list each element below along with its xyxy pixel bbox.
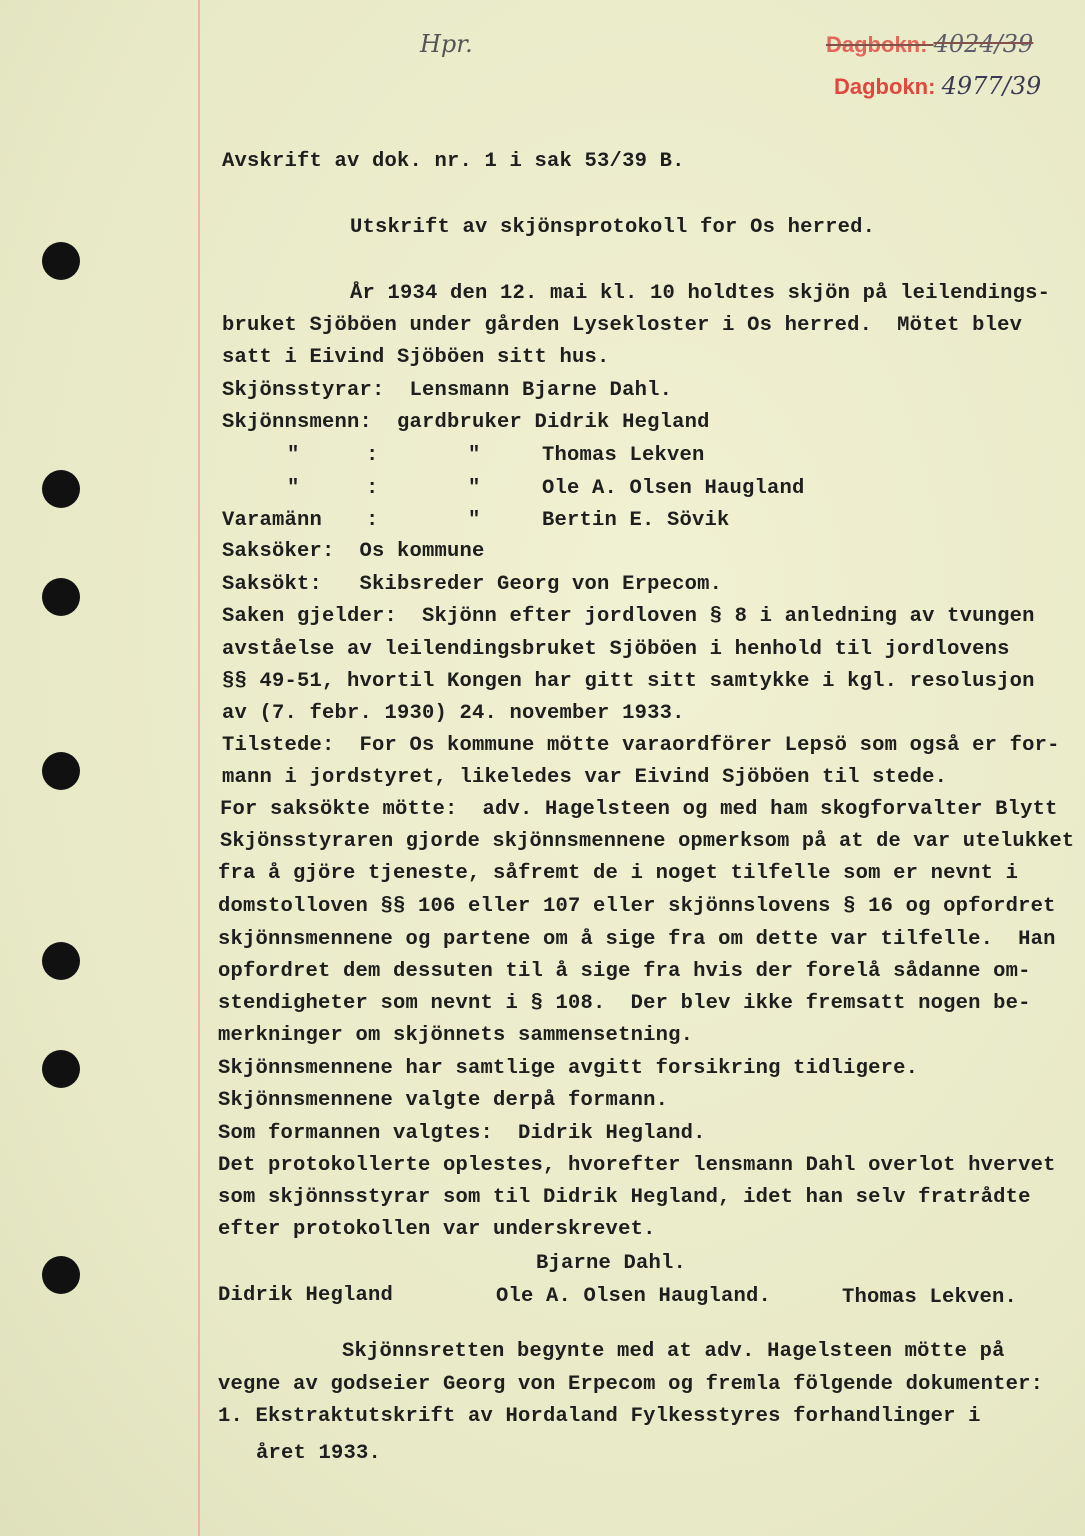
text-line: fra å gjöre tjeneste, såfremt de i noget tilfelle som er nevnt i [218,862,1019,885]
punch-hole-icon [42,1050,80,1088]
document-heading: Avskrift av dok. nr. 1 i sak 53/39 B. [222,150,685,173]
stamp-label: Dagbokn: [834,74,936,99]
colon-mark: : [366,477,379,500]
colon-mark: : [366,444,379,467]
punch-hole-icon [42,470,80,508]
text-line: efter protokollen var underskrevet. [218,1218,656,1241]
text-line: For saksökte mötte: adv. Hagelsteen og med ham skogforvalter Blytt [220,798,1058,821]
text-line: År 1934 den 12. mai kl. 10 holdtes skjön på leilendings- [350,282,1051,305]
text-line: Skjönnsmenn: gardbruker Didrik Hegland [222,411,710,434]
text-line: stendigheter som nevnt i § 108. Der blev ikke fremsatt nogen be- [218,992,1031,1015]
ditto-mark: " [468,444,481,467]
text-line: Skjönnsmennene har samtlige avgitt forsikring tidligere. [218,1057,919,1080]
handwritten-initials: Hpr. [420,30,473,58]
punch-hole-icon [42,942,80,980]
punch-hole-icon [42,1256,80,1294]
member-name: Bertin E. Sövik [542,509,730,532]
ditto-mark: " [468,477,481,500]
text-line: Skjönnsmennene valgte derpå formann. [218,1089,669,1112]
text-line: vegne av godseier Georg von Erpecom og fremla fölgende dokumenter: [218,1373,1044,1396]
ditto-mark: " [468,509,481,532]
text-line: Tilstede: For Os kommune mötte varaordförer Lepsö som også er for- [222,734,1060,757]
signature-line: Didrik Hegland [218,1284,394,1307]
text-line: mann i jordstyret, likeledes var Eivind Sjöböen til stede. [222,766,948,789]
text-line: Saken gjelder: Skjönn efter jordloven § 8 i anledning av tvungen [222,605,1035,628]
member-name: Thomas Lekven [542,444,705,467]
signature-line: Thomas Lekven. [842,1286,1018,1309]
text-line: bruket Sjöböen under gården Lysekloster i Os herred. Mötet blev [222,314,1023,337]
text-line: Saksöker: Os kommune [222,540,485,563]
text-line: Skjönsstyraren gjorde skjönnsmennene opmerksom på at de var utelukket [220,830,1075,853]
ditto-mark: " [287,477,300,500]
journal-stamp-old [826,30,1033,58]
signature-line: Ole A. Olsen Haugland. [496,1285,772,1308]
text-line: domstolloven §§ 106 eller 107 eller skjönnslovens § 16 og opfordret [218,895,1056,918]
member-name: Ole A. Olsen Haugland [542,477,805,500]
red-margin-line [198,0,200,1536]
punch-hole-icon [42,752,80,790]
stamp-number: 4024/39 [933,30,1034,58]
text-line: Det protokollerte oplestes, hvorefter lensmann Dahl overlot hvervet [218,1154,1056,1177]
text-line: Saksökt: Skibsreder Georg von Erpecom. [222,573,723,596]
punch-hole-icon [42,578,80,616]
text-line: som skjönnsstyrar som til Didrik Hegland, idet han selv fratrådte [218,1186,1031,1209]
text-line: satt i Eivind Sjöböen sitt hus. [222,346,610,369]
journal-stamp [834,72,1041,100]
ditto-mark: " [287,444,300,467]
punch-hole-icon [42,242,80,280]
text-line: Skjönnsretten begynte med at adv. Hagelsteen mötte på [342,1340,1005,1363]
stamp-number: 4977/39 [941,72,1042,100]
text-line: av (7. febr. 1930) 24. november 1933. [222,702,685,725]
text-line: merkninger om skjönnets sammensetning. [218,1024,694,1047]
text-label: Varamänn [222,509,323,532]
document-title: Utskrift av skjönsprotokoll for Os herred. [350,216,876,239]
text-line: skjönnsmennene og partene om å sige fra om dette var tilfelle. Han [218,928,1056,951]
text-line: avståelse av leilendingsbruket Sjöböen i henhold til jordlovens [222,638,1010,661]
text-line: Skjönsstyrar: Lensmann Bjarne Dahl. [222,379,673,402]
signature-line: Bjarne Dahl. [536,1252,687,1275]
text-line: §§ 49-51, hvortil Kongen har gitt sitt samtykke i kgl. resolusjon [222,670,1035,693]
text-line: Som formannen valgtes: Didrik Hegland. [218,1122,706,1145]
text-line: året 1933. [256,1442,382,1465]
text-line: opfordret dem dessuten til å sige fra hvis der forelå sådanne om- [218,960,1031,983]
colon-mark: : [366,509,379,532]
stamp-label: Dagbokn: [826,32,928,57]
text-line: 1. Ekstraktutskrift av Hordaland Fylkesstyres forhandlinger i [218,1405,981,1428]
